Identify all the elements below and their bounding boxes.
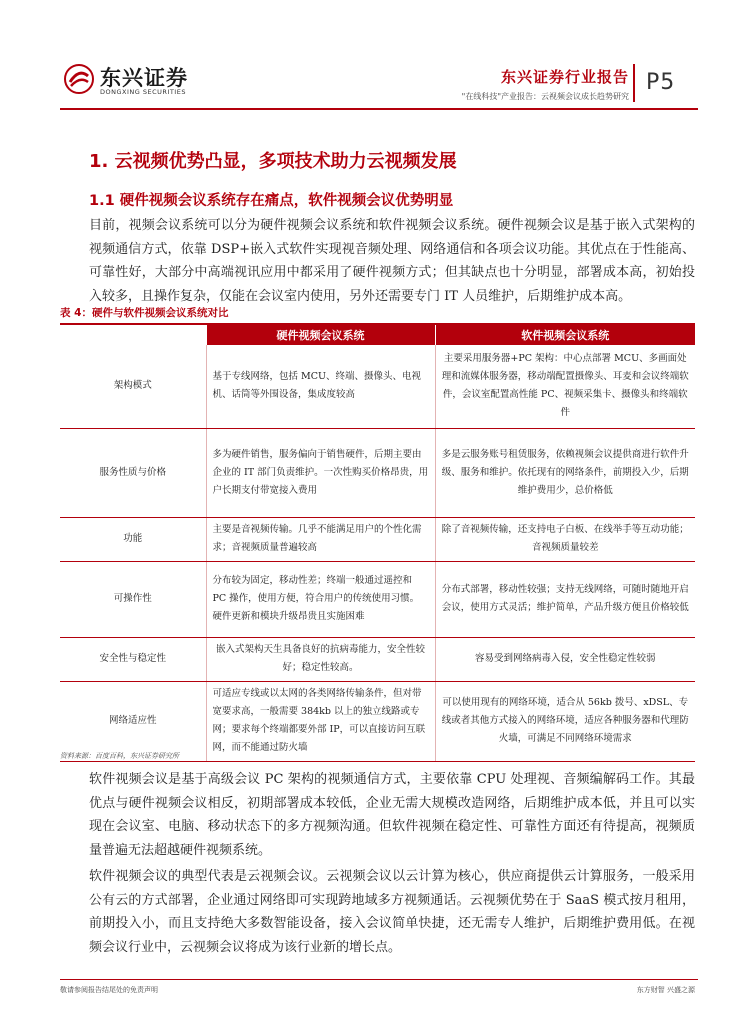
hardware-cell: 可适应专线或以太网的各类网络传输条件，但对带宽要求高，一般需要 384kb 以上的独立线路或专网；要求每个终端都要外部 IP，可以直接访问互联网，而不能通过防火墙: [206, 681, 435, 761]
table-header-blank: [60, 325, 206, 345]
header-divider: [633, 64, 635, 102]
logo-mark-icon: [64, 64, 94, 94]
table-row: [60, 561, 695, 637]
report-header: [462, 66, 629, 102]
software-cell: 容易受到网络病毒入侵，安全性稳定性较弱: [435, 637, 695, 681]
table-row: [60, 428, 695, 517]
hardware-cell: 基于专线网络，包括 MCU、终端、摄像头、电视机、话筒等外围设备，集成度较高: [206, 345, 435, 428]
report-subtitle: "在线科技"产业报告：云视频会议成长趋势研究: [461, 92, 629, 101]
footer-rule: [60, 979, 698, 980]
table-row: [60, 517, 695, 561]
row-label: 架构模式: [60, 345, 206, 428]
row-label: 网络适应性: [60, 681, 206, 761]
row-label: 安全性与稳定性: [60, 637, 206, 681]
footer-disclaimer: 敬请参阅报告结尾处的免责声明: [60, 986, 158, 994]
body-paragraph: 软件视频会议的典型代表是云视频会议。云视频会议以云计算为核心，供应商提供云计算服务，一般采用公有云的方式部署，企业通过网络即可实现跨地域多方视频通话。云视频优势在于 SaaS 模式按月租用，前期投入小，而且支持绝大多数智能设备，接入会议简单快捷，还无需专人维护，后期维护费用低。在视频会议行业中，云视频会议将成为该行业新的增长点。: [89, 869, 695, 955]
hardware-cell: 分布较为固定，移动性差；终端一般通过遥控和 PC 操作，使用方便，符合用户的传统使用习惯。硬件更新和模块升级昂贵且实施困难: [206, 561, 435, 637]
comparison-table: [60, 325, 695, 762]
table-row: [60, 345, 695, 428]
body-paragraph: 软件视频会议是基于高级会议 PC 架构的视频通信方式，主要依靠 CPU 处理视、音频编解码工作。其最优点与硬件视频会议相反，初期部署成本较低，企业无需大规模改造网络，后期维护成本低，并且可以实现在会议室、电脑、移动状态下的多方视频沟通。但软件视频在稳定性、可靠性方面还有待提高，视频质量普遍无法超越硬件视频系统。: [89, 772, 695, 858]
software-cell: 可以使用现有的网络环境，适合从 56kb 拨号、xDSL、专线或者其他方式接入的网络环境，适应各种服务器和代理防火墙，可满足不同网络环境需求: [435, 681, 695, 761]
software-cell: 分布式部署，移动性较强；支持无线网络，可随时随地开启会议，使用方式灵活；维护简单，产品升级方便且价格较低: [435, 561, 695, 637]
hardware-cell: 主要是音视频传输。几乎不能满足用户的个性化需求；音视频质量普遍较高: [206, 517, 435, 561]
company-logo: [60, 58, 210, 104]
row-label: 服务性质与价格: [60, 428, 206, 517]
section-heading: 1. 云视频优势凸显，多项技术助力云视频发展: [89, 151, 457, 172]
table-caption: 表 4：硬件与软件视频会议系统对比: [60, 307, 229, 319]
logo-subtext: DONGXING SECURITIES: [100, 88, 186, 96]
header-rule: [60, 108, 698, 110]
table-header-hardware: 硬件视频会议系统: [206, 325, 435, 345]
subsection-heading: 1.1 硬件视频会议系统存在痛点，软件视频会议优势明显: [89, 193, 454, 209]
intro-paragraph: 目前，视频会议系统可以分为硬件视频会议系统和软件视频会议系统。硬件视频会议是基于嵌入式架构的视频通信方式，依靠 DSP+嵌入式软件实现视音频处理、网络通信和各项会议功能。其优点在于性能高、可靠性好，大部分中高端视讯应用中都采用了硬件视频方式；但其缺点也十分明显，部署成本高，初始投入较多，且操作复杂，仅能在会议室内使用，另外还需要专门 IT 人员维护，后期维护成本高。: [89, 218, 695, 304]
table-row: [60, 681, 695, 761]
footer-slogan: 东方财智 兴盛之源: [636, 986, 695, 994]
hardware-cell: 多为硬件销售，服务偏向于销售硬件，后期主要由企业的 IT 部门负责维护。一次性购买价格昂贵，用户长期支付带宽接入费用: [206, 428, 435, 517]
hardware-cell: 嵌入式架构天生具备良好的抗病毒能力，安全性较好；稳定性较高。: [206, 637, 435, 681]
software-cell: 多是云服务账号租赁服务，依赖视频会议提供商进行软件升级、服务和维护。依托现有的网络条件，前期投入少，后期维护费用少，总价格低: [435, 428, 695, 517]
row-label: 可操作性: [60, 561, 206, 637]
table-header-software: 软件视频会议系统: [435, 325, 695, 345]
table-header-row: [60, 325, 695, 345]
row-label: 功能: [60, 517, 206, 561]
table-source: 资料来源：百度百科，东兴证券研究所: [60, 752, 179, 760]
software-cell: 除了音视频传输，还支持电子白板、在线举手等互动功能；音视频质量较差: [435, 517, 695, 561]
page-number: P5: [646, 70, 676, 95]
table-row: [60, 637, 695, 681]
report-title: 东兴证券行业报告: [500, 68, 629, 86]
logo-text: 东兴证券: [100, 66, 188, 90]
software-cell: 主要采用服务器+PC 架构：中心点部署 MCU、多画面处理和流媒体服务器，移动端配置摄像头、耳麦和会议终端软件，会议室配置高性能 PC、视频采集卡、摄像头和终端软件: [435, 345, 695, 428]
